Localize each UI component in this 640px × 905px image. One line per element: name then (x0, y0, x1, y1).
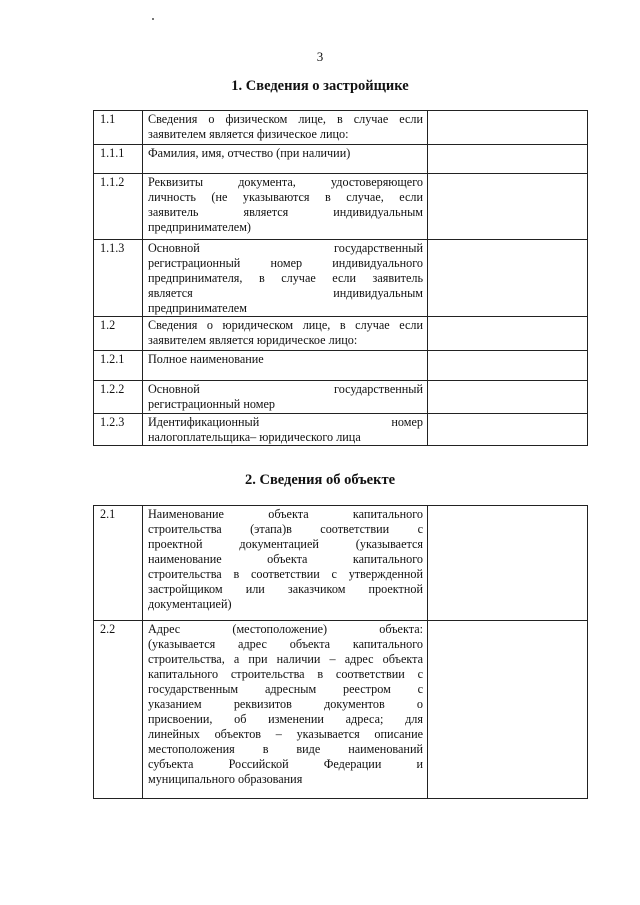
description-line: Реквизиты документа, удостоверяющего (148, 175, 423, 189)
description-line: Фамилия, имя, отчество (при наличии) (148, 146, 351, 160)
row-description (143, 317, 428, 351)
object-info-table (93, 505, 588, 799)
table-row (94, 506, 588, 621)
description-line: личность (не указываются в случае, если (148, 190, 423, 204)
table-row (94, 174, 588, 240)
row-value-cell[interactable] (428, 351, 588, 381)
description-line: заявитель является индивидуальным (148, 205, 423, 219)
description-line: предпринимателем) (148, 220, 251, 234)
row-number: 2.1 (94, 506, 143, 621)
description-line: Адрес (местоположение) объекта: (148, 622, 423, 636)
description-line: застройщиком или заказчиком проектной (148, 582, 423, 596)
table-row (94, 414, 588, 446)
description-line: линейных объектов – указывается описание (148, 727, 423, 741)
row-value-cell[interactable] (428, 317, 588, 351)
description-line: заявителем является юридическое лицо: (148, 333, 358, 347)
row-number: 1.2.2 (94, 381, 143, 414)
row-description (143, 145, 428, 174)
description-line: наименование объекта капитального (148, 552, 423, 566)
description-line: Полное наименование (148, 352, 264, 366)
row-number: 1.2.1 (94, 351, 143, 381)
table-row (94, 317, 588, 351)
table-row (94, 381, 588, 414)
page-number: 3 (316, 49, 324, 64)
row-number: 2.2 (94, 621, 143, 799)
row-description (143, 506, 428, 621)
description-line: проектной документацией (указывается (148, 537, 423, 551)
description-line: строительства, а при наличии – адрес объекта (148, 652, 423, 666)
applicant-info-table (93, 110, 588, 446)
description-line: капитального строительства в соответствии с (148, 667, 423, 681)
description-line: является индивидуальным (148, 286, 423, 300)
description-line: документацией) (148, 597, 232, 611)
description-line: местоположения в виде наименований (148, 742, 423, 756)
table-row (94, 111, 588, 145)
row-description (143, 240, 428, 317)
row-description (143, 381, 428, 414)
description-line: регистрационный номер индивидуального (148, 256, 423, 270)
row-description (143, 621, 428, 799)
description-line: присвоении, об изменении адреса; для (148, 712, 423, 726)
row-value-cell[interactable] (428, 381, 588, 414)
table-row (94, 240, 588, 317)
scan-speck (152, 18, 154, 20)
description-line: Наименование объекта капитального (148, 507, 423, 521)
description-line: муниципального образования (148, 772, 303, 786)
table-row (94, 351, 588, 381)
description-line: указанием реквизитов документов о (148, 697, 423, 711)
description-line: предпринимателя, в случае если заявитель (148, 271, 423, 285)
row-value-cell[interactable] (428, 174, 588, 240)
row-description (143, 351, 428, 381)
row-number: 1.1.2 (94, 174, 143, 240)
row-value-cell[interactable] (428, 240, 588, 317)
description-line: Основной государственный (148, 241, 423, 255)
description-line: Сведения о физическом лице, в случае если (148, 112, 423, 126)
row-description (143, 111, 428, 145)
row-value-cell[interactable] (428, 506, 588, 621)
description-line: (указывается адрес объекта капитального (148, 637, 423, 651)
description-line: строительства (этапа)в соответствии с (148, 522, 423, 536)
section-2-title: 2. Сведения об объекте (244, 472, 396, 488)
row-number: 1.1 (94, 111, 143, 145)
row-value-cell[interactable] (428, 111, 588, 145)
row-number: 1.1.1 (94, 145, 143, 174)
row-description (143, 174, 428, 240)
description-line: строительства в соответствии с утвержденной (148, 567, 423, 581)
table-row (94, 145, 588, 174)
description-line: субъекта Российской Федерации и (148, 757, 423, 771)
row-value-cell[interactable] (428, 145, 588, 174)
row-value-cell[interactable] (428, 621, 588, 799)
table-row (94, 621, 588, 799)
row-number: 1.2 (94, 317, 143, 351)
description-line: Основной государственный (148, 382, 423, 396)
description-line: Идентификационный номер (148, 415, 423, 429)
row-number: 1.1.3 (94, 240, 143, 317)
section-1-title: 1. Сведения о застройщике (231, 78, 409, 94)
row-value-cell[interactable] (428, 414, 588, 446)
description-line: заявителем является физическое лицо: (148, 127, 349, 141)
row-description (143, 414, 428, 446)
description-line: Сведения о юридическом лице, в случае если (148, 318, 423, 332)
description-line: государственным адресным реестром с (148, 682, 423, 696)
description-line: налогоплательщика– юридического лица (148, 430, 361, 444)
row-number: 1.2.3 (94, 414, 143, 446)
description-line: предпринимателем (148, 301, 247, 315)
description-line: регистрационный номер (148, 397, 275, 411)
